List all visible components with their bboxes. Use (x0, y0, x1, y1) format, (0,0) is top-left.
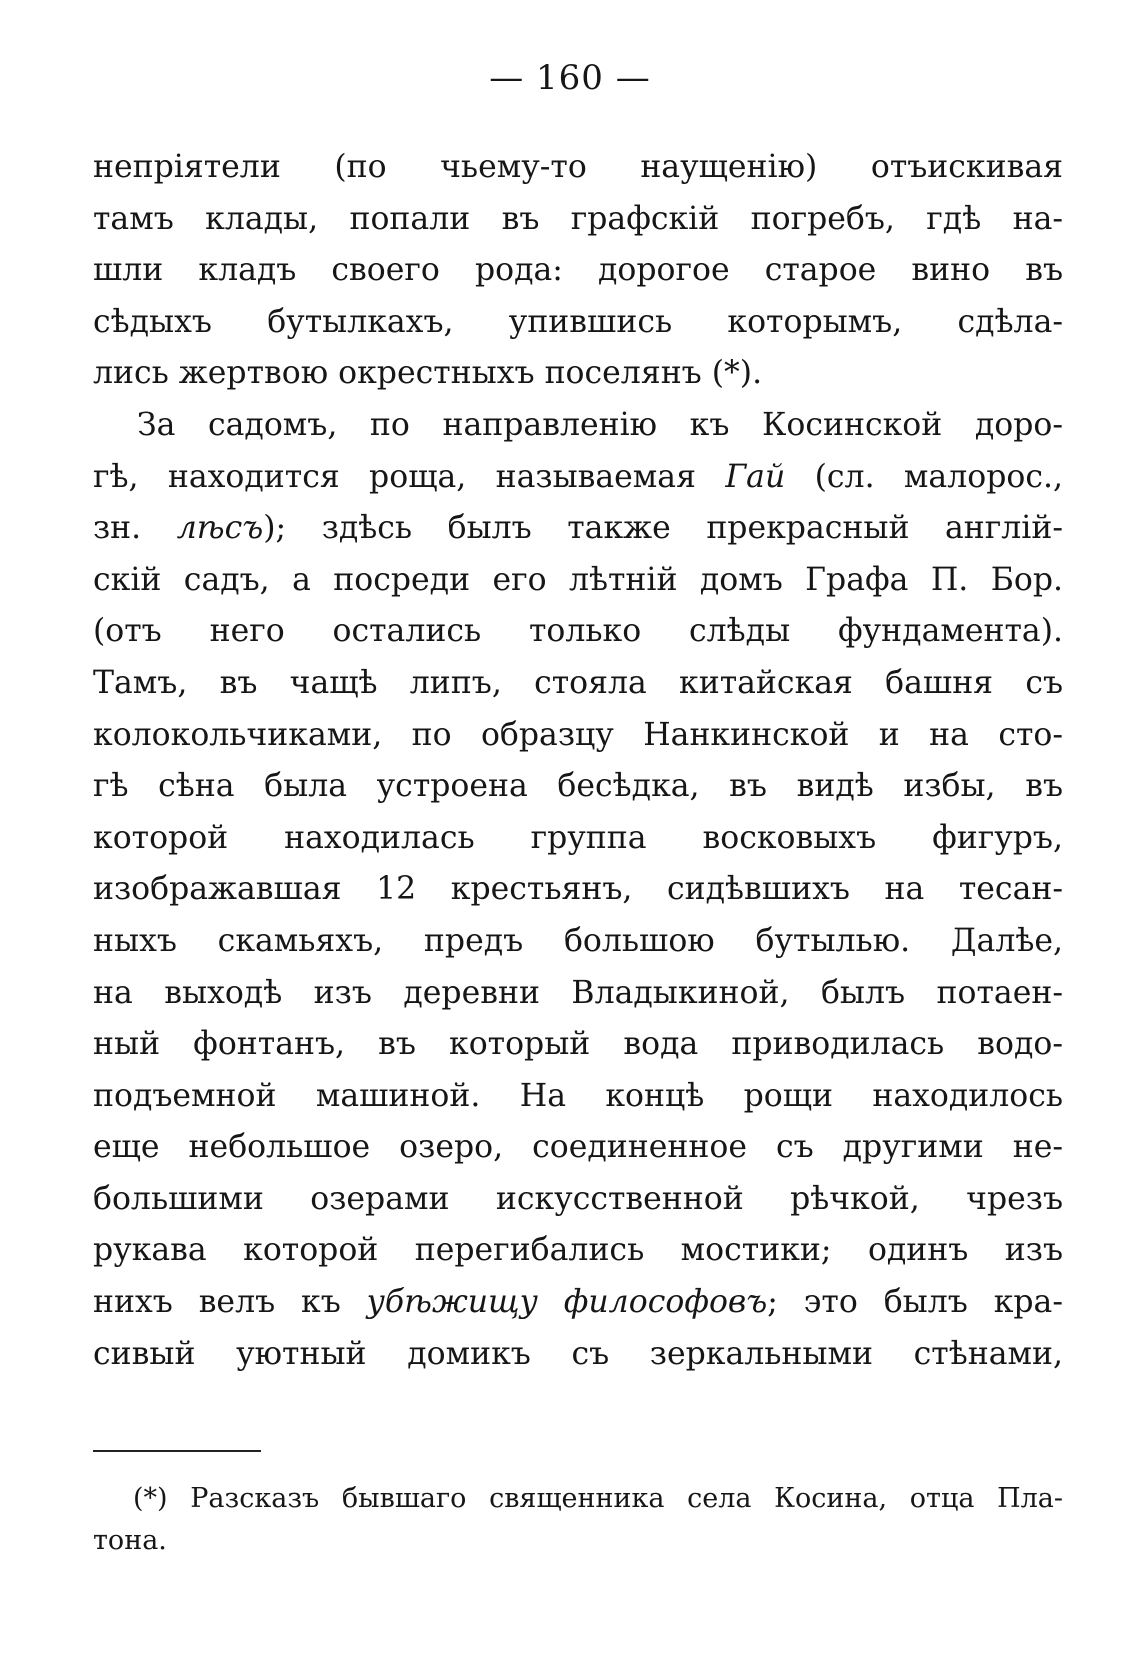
text-line: ный фонтанъ, въ который вода приводилась водо- (93, 1026, 1063, 1063)
text-line: гѣ сѣна была устроена бесѣдка, въ видѣ избы, въ (93, 768, 1063, 805)
text-line: шли кладъ своего рода: дорогое старое вино въ (93, 252, 1063, 289)
footnote-line: тона. (93, 1525, 167, 1556)
page-number: — 160 — (489, 58, 651, 98)
text-line: (отъ него остались только слѣды фундамента). (93, 613, 1063, 650)
italic-term: лѣсъ (176, 510, 264, 547)
italic-term: убѣжищу философовъ (366, 1284, 768, 1321)
text-line: гѣ, находится роща, называемая Гай (сл. малорос., (93, 458, 1063, 495)
footnote-separator (93, 1450, 261, 1452)
text-line: сивый уютный домикъ съ зеркальными стѣнами, (93, 1335, 1063, 1372)
footnote (93, 1478, 1063, 1562)
text-line: которой находилась группа восковыхъ фигуръ, (93, 819, 1063, 856)
text-line: ныхъ скамьяхъ, предъ большою бутылью. Далѣе, (93, 922, 1063, 959)
italic-term: Гай (725, 458, 786, 495)
text-line: Тамъ, въ чащѣ липъ, стояла китайская башня съ (93, 664, 1063, 701)
text-line: изображавшая 12 крестьянъ, сидѣвшихъ на тесан- (93, 871, 1063, 908)
text-line: еще небольшое озеро, соединенное съ другими не- (93, 1129, 1063, 1166)
text-line: на выходѣ изъ деревни Владыкиной, былъ потаен- (93, 974, 1063, 1011)
text-line: тамъ клады, попали въ графскій погребъ, гдѣ на- (93, 200, 1063, 237)
footnote-line: (*) Разсказъ бывшаго священника села Косина, отца Пла- (133, 1483, 1063, 1514)
text-line: сѣдыхъ бутылкахъ, упившись которымъ, сдѣла- (93, 303, 1063, 340)
paragraph-start-line: За садомъ, по направленію къ Косинской доро- (137, 406, 1063, 443)
text-line: подъемной машиной. На концѣ рощи находилось (93, 1077, 1063, 1114)
text-line: непріятели (по чьему-то наущенію) отъискивая (93, 149, 1063, 185)
body-text (93, 142, 1063, 1380)
text-line: скій садъ, а посреди его лѣтній домъ Графа П. Бор. (93, 561, 1063, 598)
text-line: колокольчиками, по образцу Нанкинской и на сто- (93, 716, 1063, 753)
text-line: зн. лѣсъ); здѣсь былъ также прекрасный англій- (93, 510, 1063, 547)
text-line: рукава которой перегибались мостики; одинъ изъ (93, 1232, 1063, 1269)
text-line: большими озерами искусственной рѣчкой, чрезъ (93, 1180, 1063, 1217)
text-line: лись жертвою окрестныхъ поселянъ (*). (93, 355, 763, 392)
text-line: нихъ велъ къ убѣжищу философовъ; это былъ кра- (93, 1284, 1063, 1321)
